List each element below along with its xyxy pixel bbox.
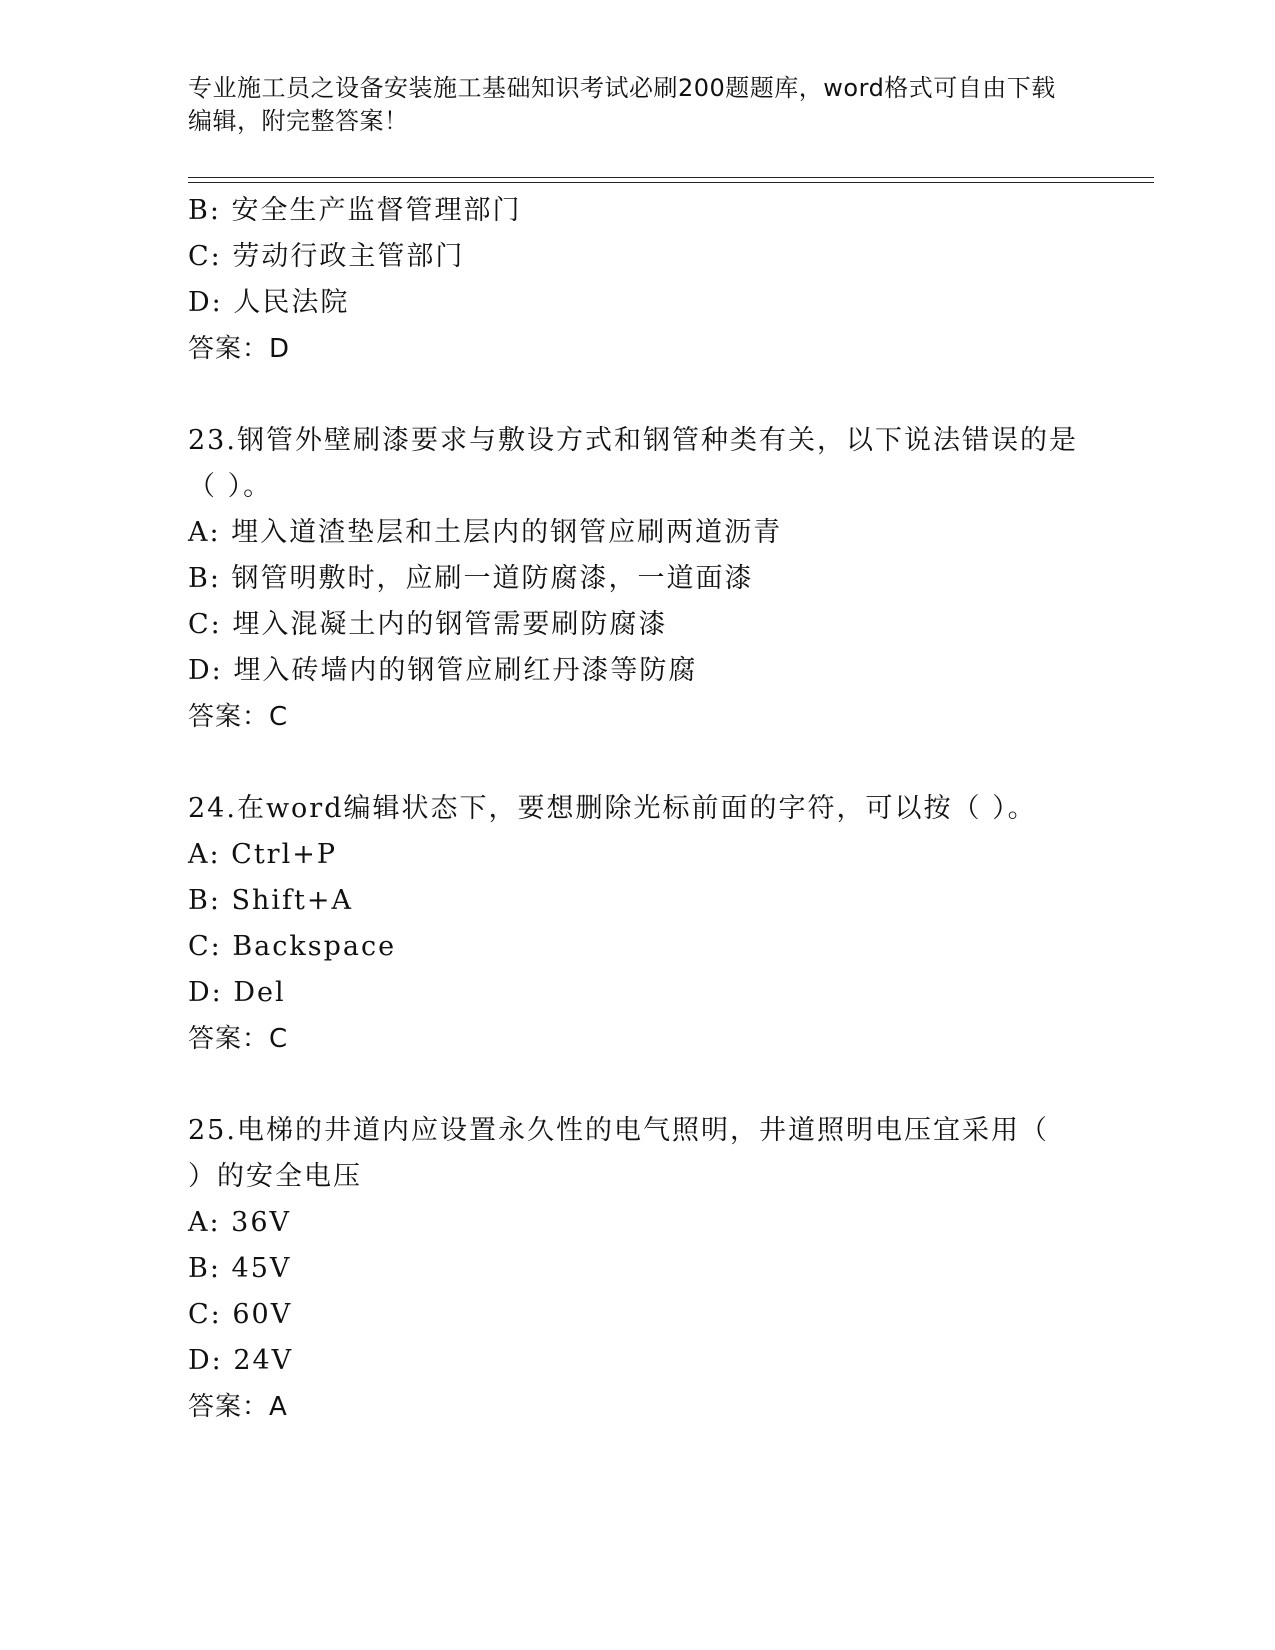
option-b: B: 45V: [188, 1253, 292, 1284]
question-23: [188, 418, 1088, 740]
question-text-line-1: 25.电梯的井道内应设置永久性的电气照明，井道照明电压宜采用（: [188, 1115, 1049, 1146]
answer-text: 答案：D: [188, 334, 291, 364]
option-a: A: Ctrl+P: [188, 839, 338, 870]
option-b: B: 安全生产监督管理部门: [188, 195, 522, 226]
answer-text: 答案：A: [188, 1392, 288, 1422]
option-d: D: Del: [188, 977, 286, 1008]
option-c: C: 60V: [188, 1299, 293, 1330]
question-22-continued: [188, 188, 1088, 372]
option-b: B: 钢管明敷时，应刷一道防腐漆，一道面漆: [188, 563, 754, 594]
header-line-1: 专业施工员之设备安装施工基础知识考试必刷200题题库，word格式可自由下载: [188, 74, 1056, 102]
question-text-line-2: ）的安全电压: [188, 1161, 362, 1192]
answer-text: 答案：C: [188, 1024, 289, 1054]
question-list: [188, 188, 1088, 1476]
header-line-2: 编辑，附完整答案！: [188, 107, 409, 135]
question-25: [188, 1108, 1088, 1430]
question-text-line-1: 24.在word编辑状态下，要想删除光标前面的字符，可以按（ ）。: [188, 793, 1037, 824]
option-d: D: 埋入砖墙内的钢管应刷红丹漆等防腐: [188, 655, 698, 686]
question-24: [188, 786, 1088, 1062]
option-c: C: 劳动行政主管部门: [188, 241, 465, 272]
option-d: D: 人民法院: [188, 287, 350, 318]
question-text-line-2: （ ）。: [188, 471, 273, 502]
option-d: D: 24V: [188, 1345, 294, 1376]
option-c: C: Backspace: [188, 931, 397, 962]
option-a: A: 36V: [188, 1207, 292, 1238]
answer-text: 答案：C: [188, 702, 289, 732]
question-text-line-1: 23.钢管外壁刷漆要求与敷设方式和钢管种类有关，以下说法错误的是: [188, 425, 1078, 456]
document-header: [188, 72, 1088, 138]
option-b: B: Shift+A: [188, 885, 354, 916]
header-divider: [188, 177, 1154, 183]
option-c: C: 埋入混凝土内的钢管需要刷防腐漆: [188, 609, 668, 640]
option-a: A: 埋入道渣垫层和土层内的钢管应刷两道沥青: [188, 517, 783, 548]
